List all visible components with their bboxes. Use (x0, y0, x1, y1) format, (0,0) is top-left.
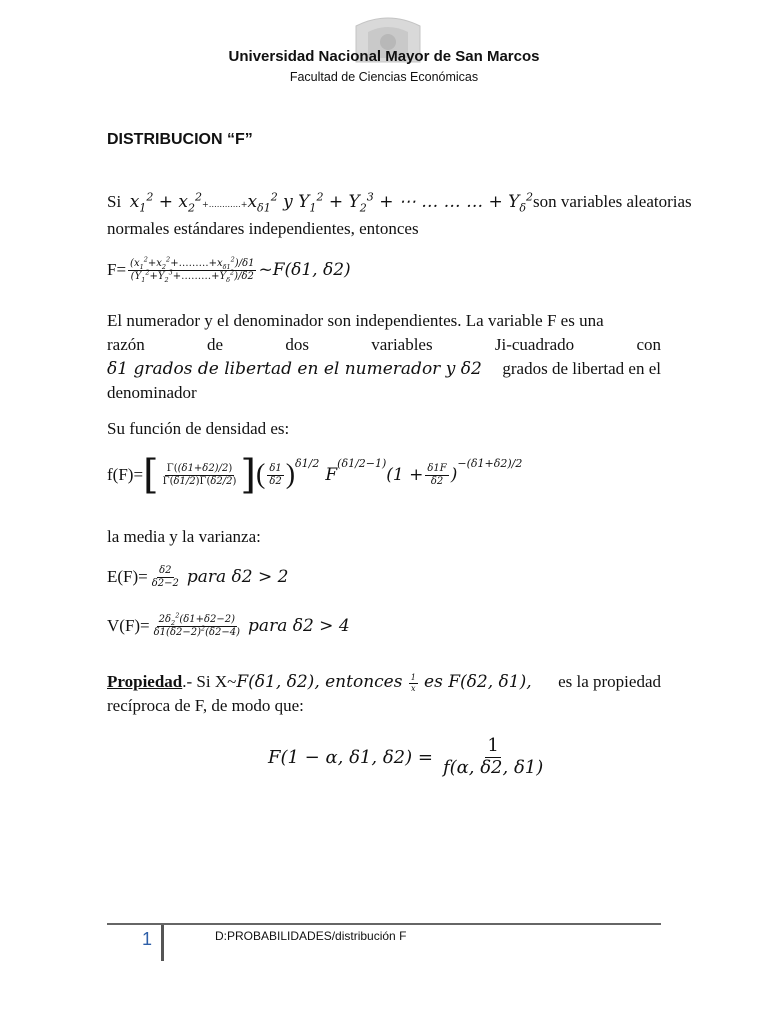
gamma-fraction: $\frac{\Gamma((\delta 1+\delta 2)/2)}{\Gamma(\delta 1/2)\Gamma(\delta 2/2)}$ (162, 463, 237, 487)
property-paragraph: Propiedad.- Si X~F(δ1, δ2), entonces $\frac{1}{x}$ es F(δ2, δ1), es la propiedad recíproca de F, de modo que: (107, 670, 661, 718)
p2-line4: denominador (107, 383, 197, 402)
density-intro: Su función de densidad es: (107, 419, 290, 438)
footer-path: D:PROBABILIDADES/distribución F (215, 929, 407, 943)
reciprocal-fraction: $\frac{1}{x}$ (410, 673, 416, 693)
p2-word: razón (107, 335, 145, 354)
intro-paragraph (107, 190, 692, 241)
p2-word: Ji-cuadrado (494, 335, 575, 354)
variance-condition: para δ2 > 4 (248, 616, 350, 636)
p2-word: con (636, 335, 661, 354)
f-def-lhs: F= (107, 260, 127, 279)
paragraph-2 (107, 309, 661, 405)
university-name: Universidad Nacional Mayor de San Marcos (228, 48, 540, 65)
footer-divider (107, 923, 661, 925)
mean-lhs: E(F)= (107, 567, 148, 586)
mean-formula (107, 565, 288, 589)
variance-lhs: V(F)= (107, 616, 150, 635)
p2-word: variables (371, 335, 433, 354)
p2-line1: El numerador y el denominador son independientes. La variable F es una (107, 311, 604, 330)
p2-italic-text: grados de libertad en el numerador y (133, 359, 456, 379)
density-lhs: f(F)= (107, 465, 144, 484)
footer-separator (161, 925, 164, 961)
p2-line3-end: grados de libertad en el (502, 359, 661, 378)
property-text-a: .- Si X~ (182, 672, 237, 691)
f-ratio-fraction: $\frac{\delta 1F}{\delta 2}$ (427, 463, 447, 487)
property-line2: recíproca de F, de modo que: (107, 696, 304, 715)
property-label: Propiedad (107, 672, 183, 691)
p2-word: de (207, 335, 224, 354)
f-definition: F= $\frac{(x_1^2+x_2^2+\dots\dots\dots+x_{\delta 1}^2)/\delta 1}{(Y_1^2+Y_2^3+\dots\dots\dots+Y_\delta^2)/\delta 2}$ ~F(δ1, δ2) (107, 255, 351, 284)
p2-line3: δ1 grados de libertad en el numerador y δ2 grados de libertad en el (107, 359, 661, 379)
variance-fraction: $\frac{2\delta_2^2(\delta 1+\delta 2-2)}{\delta 1(\delta 2-2)^2(\delta 2-4)}$ (153, 611, 241, 638)
f-def-fraction: $\frac{(x_1^2+x_2^2+\dots\dots\dots+x_{\delta 1}^2)/\delta 1}{(Y_1^2+Y_2^3+\dots\dots\dots+Y_\delta^2)/\delta 2}$ (130, 255, 255, 284)
intro-line2: normales estándares independientes, entonces (107, 219, 419, 238)
variance-formula (107, 611, 350, 638)
p2-line2 (107, 333, 661, 357)
page-number: 1 (142, 929, 153, 949)
reciprocal-identity: F(1 − α, δ1, δ2) = $\frac{1}{f(\alpha, \delta 2, \delta 1)}$ (268, 735, 544, 778)
mean-fraction: $\frac{\delta 2}{\delta 2-2}$ (151, 565, 179, 589)
intro-son: son variables aleatorias (533, 192, 692, 211)
moments-intro: la media y la varianza: (107, 527, 261, 546)
identity-fraction: $\frac{1}{f(\alpha, \delta 2, \delta 1)}$ (442, 735, 544, 778)
p2-word: dos (285, 335, 309, 354)
chi-square-sum: $x_1^2$ + $x_2^2+\dots\dots\dots\dots+x_{\delta 1}^2$ y $Y_1^2 + Y_2^3$ + ⋯ … … … + $Y_\delta^2$ (129, 190, 534, 215)
ratio-fraction: $\frac{\delta 1}{\delta 2}$ (269, 463, 282, 487)
mean-condition: para δ2 > 2 (186, 567, 289, 587)
density-formula: f(F)= [ $\frac{\Gamma((\delta 1+\delta 2)/2)}{\Gamma(\delta 1/2)\Gamma(\delta 2/2)}$ ] ( $\frac{\delta 1}{\delta 2}$ ) δ1/2 F (δ1/2−1) (1 + $\frac{\delta 1F}{\delta 2}$ ) −(δ1+δ2)/2 (107, 452, 523, 498)
property-text-b: es la propiedad (558, 672, 661, 691)
intro-si: Si (107, 192, 122, 211)
section-title: DISTRIBUCION “F” (107, 131, 253, 148)
faculty-name: Facultad de Ciencias Económicas (289, 70, 479, 84)
